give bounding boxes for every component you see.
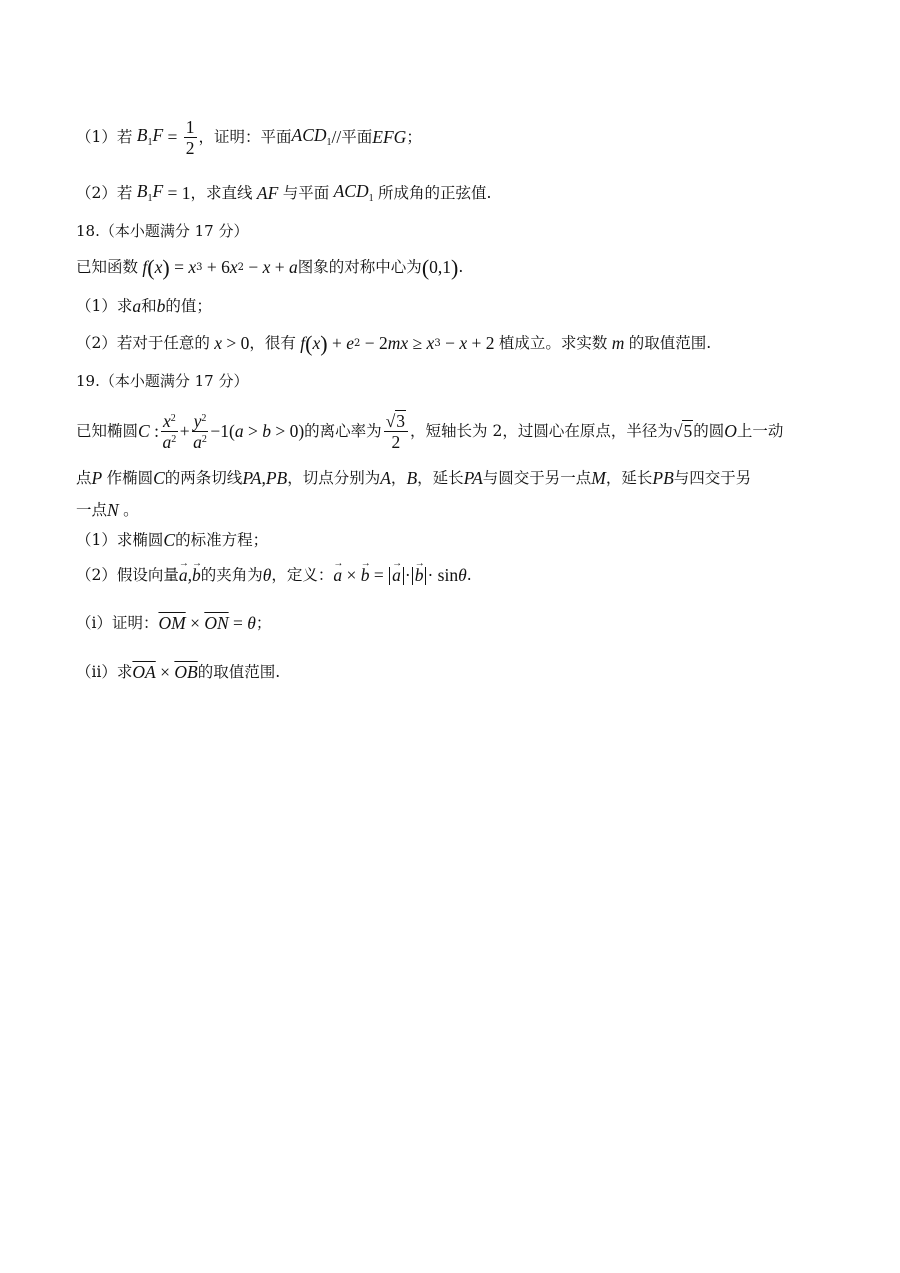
q17-part1: （1）若 $B_1F$ = $\frac{1}{2}$ ，证明：平面 $ACD_1$ // 平面 EFG ； — [76, 117, 422, 159]
q19-stem-line1: 已知椭圆 C : $\frac{x^2}{a^2}$ + $\frac{y^2}{a^2}$ −1( a > b > 0) 的离心率为 $\frac{√3}{2}$ ，短轴长为 2，过圆心在原点，半径为 √5 的圆 O 上一动 — [76, 411, 784, 453]
q18-stem: 已知函数 f ( x ) = x 3 + 6 x 2 − x + a 图象的对称中心为 ( 0,1 ) . — [76, 255, 464, 280]
q18-part2: （2）若对于任意的 x > 0 ，很有 f ( x ) + e 2 − 2 mx ≥ x 3 − x + 2 植成立。求实数 m 的取值范围. — [76, 331, 712, 356]
q19-part2-ii: （ⅱ）求 $\overline{OA}$ × $\overline{OB}$ 的取值范围. — [76, 662, 281, 682]
q19-stem-line3: 一点 N 。 — [76, 500, 139, 520]
q19-part2-i: （ⅰ）证明： $\overline{OM}$ × $\overline{ON}$ = θ ； — [76, 613, 272, 633]
q18-heading: 18.（本小题满分 17 分） — [76, 222, 249, 240]
q19-stem-line2: 点 P 作椭圆 C 的两条切线 PA , PB ，切点分别为 A ， B ，延长 PA 与圆交于另一点 M ，延长 PB 与四交于另 — [76, 468, 752, 488]
q19-heading: 19.（本小题满分 17 分） — [76, 372, 249, 390]
q17-part2: （2）若 $B_1F$ = 1 ，求直线 AF 与平面 $ACD_1$ 所成角的正弦值. — [76, 181, 492, 204]
q19-part1: （1）求椭圆 C 的标准方程； — [76, 530, 269, 550]
q19-part2: （2）假设向量 → a,→ b 的夹角为 θ ，定义： → a × → b = → a · → b · sin θ . — [76, 567, 472, 585]
q18-part1: （1）求 a 和 b 的值； — [76, 296, 212, 316]
